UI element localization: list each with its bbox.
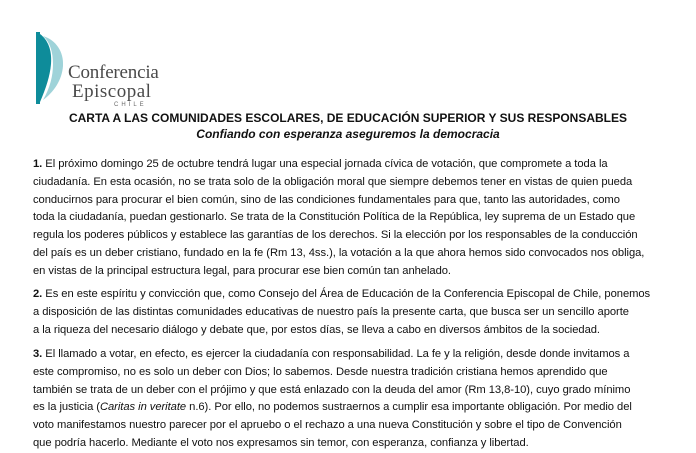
logo-text-line1: Conferencia (68, 62, 159, 83)
citation-italic: Caritas in veritate (99, 401, 187, 414)
logo-text-line3: CHILE (114, 102, 147, 108)
paragraph-line: del país es un deber cristiano, fundado en la fe (Rm 13, 4ss.), la votación a la que ahora hemos sido convocados nos obliga, (33, 246, 645, 259)
paragraph-line: a disposición de las distintas comunidades educativas de nuestro país la presente carta, que busca ser un sencillo aporte (33, 305, 629, 318)
document-subtitle: Confiando con esperanza aseguremos la democracia (196, 127, 500, 141)
paragraph-line: 1. El próximo domingo 25 de octubre tendrá lugar una especial jornada cívica de votación, que compromete a toda la (33, 158, 608, 170)
paragraph-line: regula los poderes públicos y establece las garantías de los derechos. Si la elección por los responsables de la conducción (33, 229, 638, 242)
paragraph-line: en vistas de la principal estructura legal, para procurar ese bien común tan anhelado. (33, 264, 451, 277)
paragraph-line: toda la ciudadanía, puedan gestionarlo. Se trata de la Constitución Política de la República, ley suprema de un Estado que (33, 211, 636, 224)
logo-text-line2: Episcopal (72, 81, 152, 102)
logo-mark-icon (34, 30, 68, 110)
paragraph-line: 2. Es en este espíritu y convicción que, como Consejo del Área de Educación de la Conferencia Episcopal de Chile, ponemos (33, 288, 651, 300)
paragraph-3 (33, 346, 673, 453)
paragraph-line: es la justicia (Caritas in veritate n.6). Por ello, no podemos sustraernos a cumplir esa importante obligación. Por medio del (33, 401, 632, 414)
paragraph-1 (33, 156, 673, 281)
paragraph-line: que podría hacerlo. Mediante el voto nos expresamos sin temor, con esperanza, confianza y libertad. (33, 436, 529, 449)
paragraph-line: a la riqueza del necesario diálogo y debate que, por estos días, se lleva a cabo en diversos ámbitos de la sociedad. (33, 323, 600, 336)
paragraph-line: también se trata de un deber con el prójimo y que está enlazado con la deuda del amor (Rm 13,8-10), cuyo grado mínimo (33, 383, 631, 396)
paragraph-2 (33, 286, 673, 339)
paragraph-line: este compromiso, no es solo un deber con Dios; lo sabemos. Desde nuestra tradición cristiana hemos aprendido que (33, 365, 608, 378)
paragraph-number: 2. (33, 288, 43, 300)
paragraph-line: 3. El llamado a votar, en efecto, es ejercer la ciudadanía con responsabilidad. La fe y la religión, desde donde invitamos a (33, 348, 630, 360)
paragraph-line: ciudadanía. En esta ocasión, no se trata solo de la obligación moral que siempre debemos tener en vistas de quien pueda (33, 175, 633, 188)
document-title: CARTA A LAS COMUNIDADES ESCOLARES, DE EDUCACIÓN SUPERIOR Y SUS RESPONSABLES (68, 111, 628, 125)
paragraph-number: 1. (33, 158, 43, 170)
conferencia-episcopal-logo (34, 30, 184, 110)
paragraph-line: voto manifestamos nuestro parecer por el apruebo o el rechazo a una nueva Constitución y sobre el tipo de Convención (33, 419, 622, 432)
paragraph-number: 3. (33, 348, 43, 360)
paragraph-line: conducirnos para procurar el bien común, sino de las condiciones fundamentales para que, tanto las autoridades, como (33, 193, 620, 206)
